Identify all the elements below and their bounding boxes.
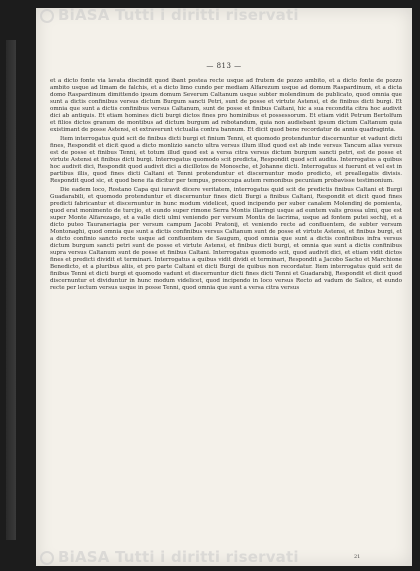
paragraph-1: et a dicto fonte via lavata discindit quod ibant postea recte usque ad frutem de pozzo ambito, et a dicto fonte de pozzo ambito usque ad limam de falchis, et a dicto limo cundo per mediam Alfarezum usque ad domum Raspardinum, et a dicta domo Raspardinum dimittendo ipsum domum Severum Caltanum usque subter molendinum de publicato, quod omnia que sunt a dictis confinibus versus dictum Burgum sancti Petri, sunt de posse et virtute Astensi, et de finibus dicti burgi. Et omnia que sunt a dictis confinibus versus Caltanum, sunt de posse et finibus Caltani, hic a sua recondita citra hoc audivit dici ab antiquis. Et etiam homines dicti burgi dictos fines pro hominibus et possessorum. Et etiam vidit Petrum Bertolfum et filios dictos granum de montibus ad dictum burgum ad rebotandum, quia non audiebant ipsum dictum Caltanum quia existimant de posse Astensi, et extraverunt victualia contra bannum. Et dicit quod bene recordatur de annis quadraginta. xyxy=(50,78,402,134)
paragraph-2: Item interrogatus quid scit de finibus dicti burgi et finium Tenni, et quomodo protenduntur discernuntur et vadunt dicti fines, Respondit et dicit quod a dicto monlizio sancto ultra versus illum illud quod est ab inde versus Tancum allas versus est de posse et finibus Tenni, et totum illud quod est a versa citra versus dictum burgum sancti petri, est de posse et virtute Astensi et finibus dicti burgi. Interrogatus quomodo scit predicta, Respondit quod scit audita. Interrogatus a quibus hoc audivit dici, Respondit quod audivit dici a dicillotos de Monosche, et Johanne dicti. Interrogatus si fuerunt et vel est in partibus illis, quod fines dicti Caltani et Tenni protenduntur et discernuntur modo predicto, et preallegatis divisis. Respondit quod sic, et quod bene ita dicitur per tempus, preoccupa autem remonibus pecuniam probavisse testimonium. xyxy=(50,135,402,185)
watermark-top-text: BiASA Tutti i diritti riservati xyxy=(58,6,299,24)
document-body xyxy=(50,78,402,294)
paragraph-3: Die eadem loco, Rostano Capa qui iuravit dicere veritatem, interrogatus quid scit de predictis finibus Caltani et Burgi Guadarabili, et quomodo protenduntur et discernuntur fines dicti Burgi a finibus Caltani, Respondit et dicit quod fines predicti fabricantur et discernuntur in hunc modum videlicet, quod incipendo per suber canalem Molendinj de pomienta, quod erat monimento de turcjio, et eundo super rimone Serra Montis illaringi usque ad euntem valis grossa ulmi, que est super Monte Alfarezago, et a valle dicti ulmi veniendo per versum Montis de lacrima, usque ad fontem putei sechij, et a dicto puteo Tauraneriagia per versum campum Jacobi Pratonij, et veniendo recte ad confluentem, de subter versum Montonaghi, quod omnia que sunt a dictis confinibus versus Caltanum sunt de posse et virtute Astensi, et finibus burgi, et a dicto confinio sancto recte usque ad confluentem de Saugum, quod omnia que sunt a dictis confinibus infra versus dictum burgum sancti petri sunt de posse et virtute Astensi, et finibus dicti burgi, et omnia que sunt a dictis confinibus supra versus Caltanum sunt de posse et finibus Caltani. Interrogatus quomodo scit, quod audivit dici, et etiam vidit dictos fines et predicti dividit et terminari. Interrogatus a quibus vidit dividi et terminari, Respondit a Jacobo Sacho et Marchione Benedicto, et a pluribus aliis, et pro parte Caltani et dicti Burgi de quibus non recordatur. Item interrogatus quid scit de finibus Tenni et dicti burgi et quomodo vadunt et discernuntur dicti fines dicti Tenni et Guadarabij, Respondit et dicit quod discernuntur et dividuntur in hunc modum videlicet, quod incipendo in loco versus Recto ad vadum de Salice, et eundo recte per lectum versus usque in posse Tenni, quod omnia que sunt a versa citra versus xyxy=(50,186,402,292)
biasa-logo-icon xyxy=(40,551,54,565)
watermark-bottom xyxy=(40,548,299,566)
page-number: — 813 — xyxy=(206,62,242,70)
biasa-logo-icon xyxy=(40,9,54,23)
footer-signature-mark: 21 xyxy=(354,554,361,560)
watermark-top xyxy=(40,6,299,24)
document-page xyxy=(36,8,412,566)
book-binding-edge xyxy=(6,40,16,540)
watermark-bottom-text: BiASA Tutti i diritti riservati xyxy=(58,548,299,566)
